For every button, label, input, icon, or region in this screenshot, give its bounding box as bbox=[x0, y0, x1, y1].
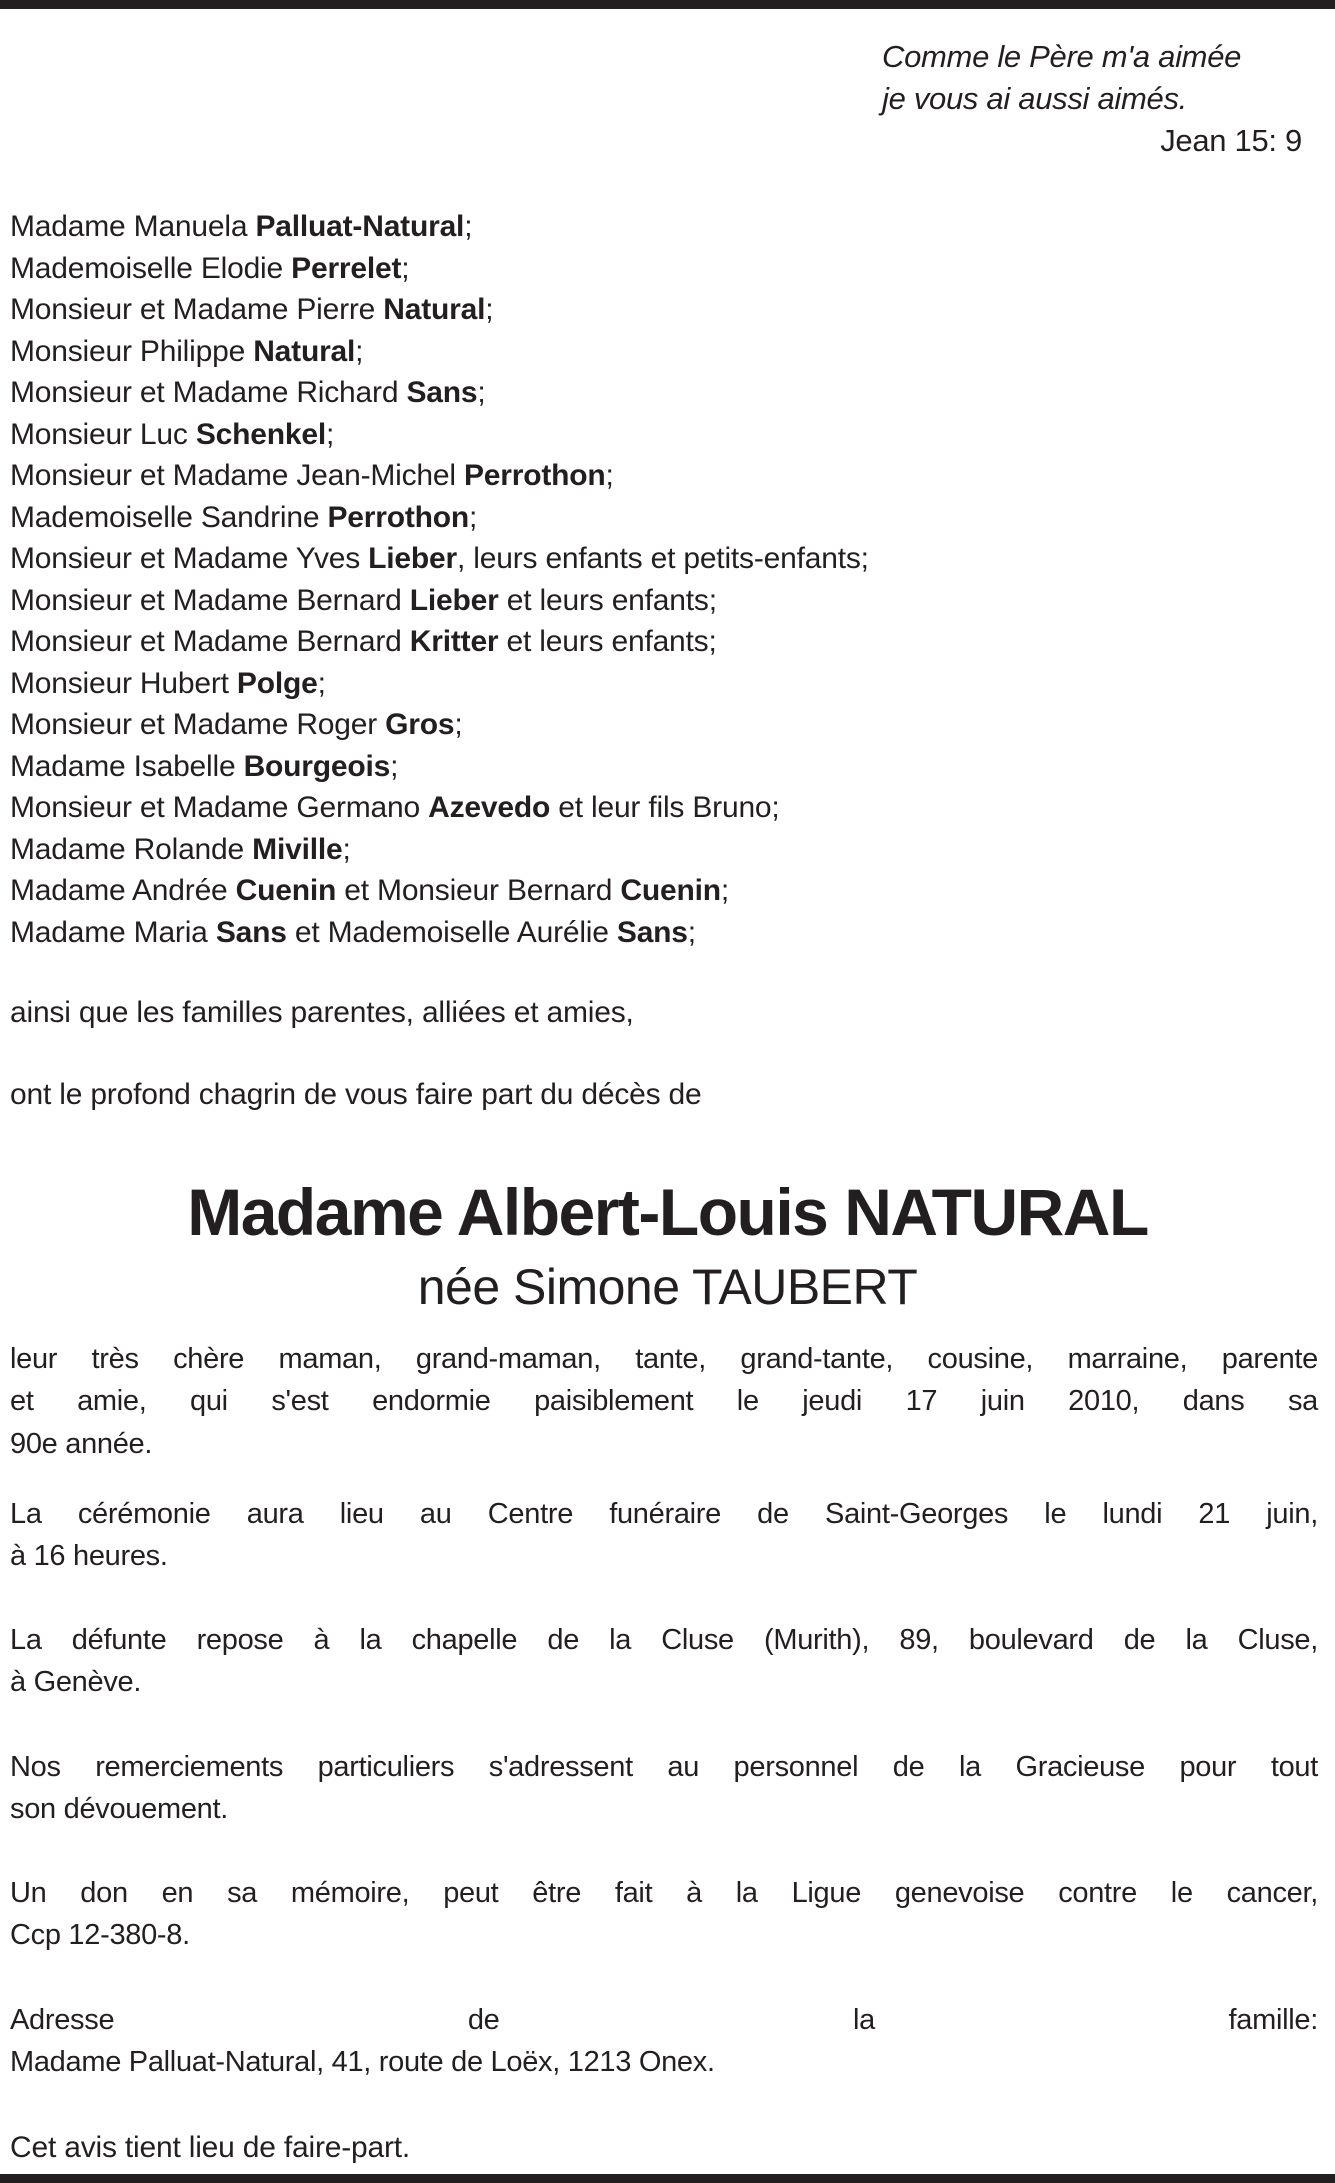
mourner-surname: Kritter bbox=[409, 625, 499, 658]
paragraph-line: La défunte repose à la chapelle de la Cluse (Murith), 89, boulevard de la Cluse, bbox=[10, 1624, 1318, 1656]
mourner-surname: Cuenin bbox=[620, 874, 721, 907]
mourner-entry bbox=[10, 372, 869, 414]
mourner-text: Madame Rolande bbox=[10, 832, 253, 866]
mourner-entry bbox=[10, 331, 869, 373]
mourner-surname: Bourgeois bbox=[243, 749, 391, 783]
mourner-entry bbox=[10, 912, 869, 954]
paragraph-line: Adresse de la famille: bbox=[10, 2004, 1318, 2036]
mourner-text: ; bbox=[720, 874, 730, 907]
deceased-name: Madame Albert-Louis NATURAL bbox=[187, 1175, 1148, 1249]
mourner-surname: Perrothon bbox=[464, 459, 606, 492]
paragraph-ceremony bbox=[10, 1493, 1318, 1578]
mourner-text: Mademoiselle Elodie bbox=[10, 251, 292, 285]
mourner-text: ; bbox=[317, 666, 326, 700]
paragraph-address bbox=[10, 1999, 1318, 2084]
mourner-surname: Polge bbox=[236, 666, 318, 700]
mourner-text: ; bbox=[605, 459, 614, 492]
mourner-surname: Palluat-Natural bbox=[255, 210, 465, 243]
paragraph-line: et amie, qui s'est endormie paisiblement le jeudi 17 juin 2010, dans sa bbox=[10, 1385, 1318, 1418]
paragraph-line: leur très chère maman, grand-maman, tante, grand-tante, cousine, marraine, parente bbox=[10, 1343, 1318, 1375]
mourner-text: Monsieur Luc bbox=[10, 417, 196, 451]
mourner-text: ; bbox=[477, 376, 486, 409]
mourner-text: ; bbox=[355, 334, 364, 368]
mourner-surname: Perrothon bbox=[327, 500, 469, 534]
paragraph-line: à Genève. bbox=[10, 1666, 142, 1699]
mourner-text: Madame Maria bbox=[10, 915, 216, 949]
mourner-surname: Natural bbox=[253, 334, 356, 368]
mourner-surname: Gros bbox=[385, 708, 455, 741]
paragraph-line: Ccp 12-380-8. bbox=[10, 1919, 190, 1952]
mourner-surname: Cuenin bbox=[235, 874, 337, 907]
paragraph-line: 90e année. bbox=[10, 1427, 153, 1460]
mourner-surname: Perrelet bbox=[291, 251, 402, 285]
mourner-entry bbox=[10, 704, 869, 746]
mourner-text: Monsieur et Madame Yves bbox=[10, 542, 369, 575]
quote-line: je vous ai aussi aimés. bbox=[882, 81, 1187, 116]
mourner-text: Monsieur et Madame Pierre bbox=[10, 293, 384, 326]
mourner-text: ; bbox=[390, 749, 399, 783]
paragraph-line: son dévouement. bbox=[10, 1793, 228, 1826]
mourner-entry bbox=[10, 663, 869, 705]
mourner-text: ; bbox=[687, 915, 696, 949]
mourner-entry bbox=[10, 289, 869, 331]
mourner-entry bbox=[10, 746, 869, 788]
mourner-surname: Natural bbox=[383, 293, 486, 326]
mourner-text: et Monsieur Bernard bbox=[336, 874, 621, 907]
mourner-surname: Schenkel bbox=[195, 417, 326, 451]
mourner-text: Monsieur Hubert bbox=[10, 666, 237, 700]
mourner-text: Monsieur et Madame Bernard bbox=[10, 625, 410, 658]
mourner-entry bbox=[10, 870, 869, 912]
mourner-text: ; bbox=[401, 251, 410, 285]
mourner-entry bbox=[10, 621, 869, 663]
paragraph-line: Nos remerciements particuliers s'adressent au personnel de la Gracieuse pour tout bbox=[10, 1751, 1318, 1783]
mourner-text: Monsieur Philippe bbox=[10, 334, 254, 368]
mourner-text: Monsieur et Madame Jean-Michel bbox=[10, 459, 464, 492]
mourner-text: et leurs enfants; bbox=[498, 625, 717, 658]
mourner-surname: Azevedo bbox=[428, 791, 551, 824]
mourner-text: ; bbox=[485, 293, 494, 326]
mourner-entry bbox=[10, 414, 869, 456]
bible-quote bbox=[882, 36, 1302, 162]
mourner-text: ; bbox=[325, 417, 335, 451]
mourner-entry bbox=[10, 206, 869, 248]
closing-line: Cet avis tient lieu de faire-part. bbox=[10, 2131, 411, 2164]
mourner-text: ; bbox=[464, 210, 473, 243]
mourner-surname: Lieber bbox=[409, 583, 499, 617]
mourner-text: ; bbox=[454, 708, 463, 741]
mourner-entry bbox=[10, 787, 869, 829]
mourner-entry bbox=[10, 455, 869, 497]
mourner-entry bbox=[10, 829, 869, 871]
paragraph-repose bbox=[10, 1619, 1318, 1704]
mourner-entry bbox=[10, 580, 869, 622]
mourner-text: Madame Andrée bbox=[10, 874, 236, 907]
quote-reference: Jean 15: 9 bbox=[1160, 123, 1302, 158]
paragraph-tribute bbox=[10, 1338, 1318, 1465]
mourner-text: , leurs enfants et petits-enfants; bbox=[457, 542, 869, 575]
paragraph-thanks bbox=[10, 1746, 1318, 1831]
families-line: ainsi que les familles parentes, alliées et amies, bbox=[10, 996, 634, 1029]
bottom-border bbox=[0, 2174, 1335, 2183]
mourner-text: ; bbox=[342, 832, 351, 866]
mourner-text: et leurs enfants; bbox=[498, 583, 717, 617]
top-border bbox=[0, 0, 1335, 9]
mourner-surname: Sans bbox=[616, 915, 688, 949]
mourner-surname: Sans bbox=[406, 376, 478, 409]
mourners-list bbox=[10, 206, 869, 953]
mourner-surname: Lieber bbox=[368, 542, 458, 575]
paragraph-line: à 16 heures. bbox=[10, 1540, 168, 1573]
deceased-maiden-name: née Simone TAUBERT bbox=[417, 1259, 918, 1315]
mourner-surname: Sans bbox=[215, 915, 287, 949]
mourner-text: Monsieur et Madame Bernard bbox=[10, 583, 410, 617]
announcement-line: ont le profond chagrin de vous faire part du décès de bbox=[10, 1078, 702, 1111]
mourner-text: ; bbox=[469, 500, 478, 534]
mourner-text: Madame Isabelle bbox=[10, 749, 244, 783]
paragraph-line: Un don en sa mémoire, peut être fait à la Ligue genevoise contre le cancer, bbox=[10, 1877, 1318, 1909]
paragraph-line: Madame Palluat-Natural, 41, route de Loëx, 1213 Onex. bbox=[10, 2046, 715, 2079]
mourner-entry bbox=[10, 538, 869, 580]
mourner-text: Monsieur et Madame Richard bbox=[10, 376, 407, 409]
mourner-entry bbox=[10, 248, 869, 290]
quote-line: Comme le Père m'a aimée bbox=[882, 39, 1242, 74]
mourner-text: et Mademoiselle Aurélie bbox=[286, 915, 617, 949]
mourner-text: Monsieur et Madame Roger bbox=[10, 708, 386, 741]
mourner-text: Mademoiselle Sandrine bbox=[10, 500, 328, 534]
mourner-text: et leur fils Bruno; bbox=[550, 791, 780, 824]
mourner-text: Madame Manuela bbox=[10, 210, 256, 243]
mourner-entry bbox=[10, 497, 869, 539]
mourner-text: Monsieur et Madame Germano bbox=[10, 791, 429, 824]
paragraph-donation bbox=[10, 1872, 1318, 1957]
paragraph-line: La cérémonie aura lieu au Centre funéraire de Saint-Georges le lundi 21 juin, bbox=[10, 1498, 1318, 1530]
mourner-surname: Miville bbox=[252, 832, 343, 866]
